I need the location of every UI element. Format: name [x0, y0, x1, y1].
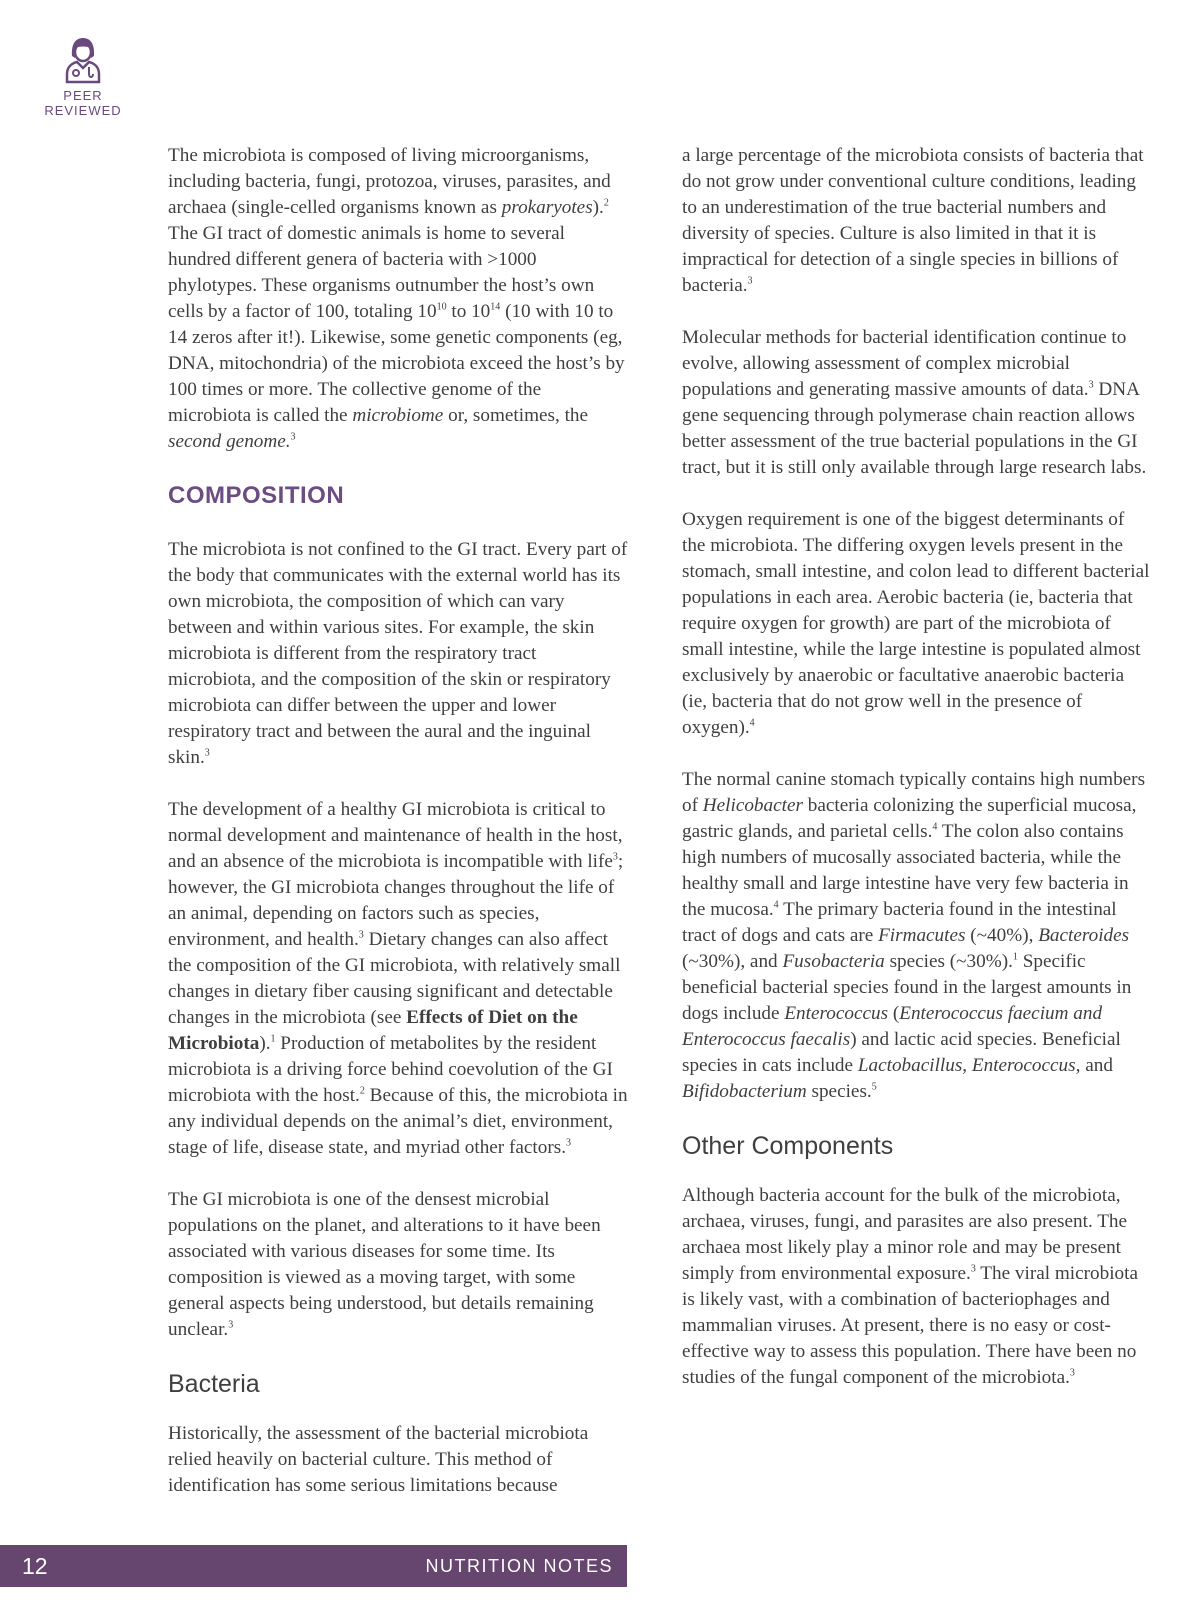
- paragraph-oxygen: Oxygen requirement is one of the biggest determinants of the microbiota. The differing oxygen levels present in the stomach, small intestine, and colon lead to different bacterial populations in each area. Aerobic bacteria (ie, bacteria that require oxygen for growth) are part of the microbiota of small intestine, while the large intestine is populated almost exclusively by anaerobic or facultative anaerobic bacteria (ie, bacteria that do not grow well in the presence of oxygen).$^4$: [682, 509, 1150, 738]
- paragraph-culture: a large percentage of the microbiota consists of bacteria that do not grow under conventional culture conditions, leading to an underestimation of the true bacterial numbers and diversity of species. Culture is also limited in that it is impractical for detection of a single species in billions of bacteria.$^3$: [682, 145, 1144, 296]
- paragraph-molecular: Molecular methods for bacterial identification continue to evolve, allowing assessment of complex microbial populations and generating massive amounts of data.$^3$ DNA gene sequencing through polymerase chain reaction allows better assessment of the true bacterial populations in the GI tract, but it is still only available through large research labs.: [682, 327, 1147, 478]
- peer-reviewed-badge: [38, 34, 128, 118]
- publication-title: NUTRITION NOTES: [425, 1556, 613, 1576]
- left-column: [168, 143, 628, 1499]
- heading-composition: COMPOSITION: [168, 482, 345, 509]
- paragraph-other-components: Although bacteria account for the bulk of the microbiota, archaea, viruses, fungi, and parasites are also present. The archaea most likely play a minor role and may be present simply from environmental exposure.$^3$ The viral microbiota is likely vast, with a combination of bacteriophages and mammalian viruses. At present, there is no easy or cost-effective way to assess this population. There have been no studies of the fungal component of the microbiota.$^3$: [682, 1185, 1138, 1388]
- doctor-icon: [63, 34, 103, 84]
- paragraph-intro: The microbiota is composed of living microorganisms, including bacteria, fungi, protozoa, viruses, parasites, and archaea (single-celled organisms known as prokaryotes).$^2$ The GI tract of domestic animals is home to several hundred different genera of bacteria with >1000 phylotypes. These organisms outnumber the host’s own cells by a factor of 100, totaling $10^{10}$ to $10^{14}$ (10 with 10 to 14 zeros after it!). Likewise, some genetic components (eg, DNA, mitochondria) of the microbiota exceed the host’s by 100 times or more. The collective genome of the microbiota is called the microbiome or, sometimes, the second genome.$^3$: [168, 145, 625, 452]
- diet-reference: Effects of Diet on the Microbiota: [168, 1007, 578, 1054]
- paragraph-composition: The microbiota is not confined to the GI tract. Every part of the body that communicates with the external world has its own microbiota, the composition of which can vary between and within various sites. For example, the skin microbiota is different from the respiratory tract microbiota, and the composition of the skin or respiratory microbiota can differ between the upper and lower respiratory tract and between the aural and the inguinal skin.$^3$: [168, 539, 628, 768]
- heading-other-components: Other Components: [682, 1132, 894, 1160]
- right-column: [682, 143, 1152, 1391]
- paragraph-historically: Historically, the assessment of the bacterial microbiota relied heavily on bacterial culture. This method of identification has some serious limitations because: [168, 1423, 589, 1496]
- paragraph-canine-stomach: The normal canine stomach typically contains high numbers of Helicobacter bacteria colonizing the superficial mucosa, gastric glands, and parietal cells.$^4$ The colon also contains high numbers of mucosally associated bacteria, while the healthy small and large intestine have very few bacteria in the mucosa.$^4$ The primary bacteria found in the intestinal tract of dogs and cats are Firmacutes (~40%), Bacteroides (~30%), and Fusobacteria species (~30%).$^1$ Specific beneficial bacterial species found in the largest amounts in dogs include Enterococcus (Enterococcus faecium and Enterococcus faecalis) and lactic acid species. Beneficial species in cats include Lactobacillus, Enterococcus, and Bifidobacterium species.$^5$: [682, 769, 1146, 1102]
- paragraph-densest: The GI microbiota is one of the densest microbial populations on the planet, and alterations to it have been associated with various diseases for some time. Its composition is viewed as a moving target, with some general aspects being understood, but details remaining unclear.$^3$: [168, 1189, 601, 1340]
- page-number: 12: [22, 1553, 48, 1579]
- footer-bar: [0, 1545, 627, 1587]
- paragraph-development: The development of a healthy GI microbiota is critical to normal development and maintenance of health in the host, and an absence of the microbiota is incompatible with life$^3$; however, the GI microbiota changes throughout the life of an animal, depending on factors such as species, environment, and health.$^3$ Dietary changes can also affect the composition of the GI microbiota, with relatively small changes in dietary fiber causing significant and detectable changes in the microbiota (see Effects of Diet on the Microbiota).$^1$ Production of metabolites by the resident microbiota is a driving force behind coevolution of the GI microbiota with the host.$^2$ Because of this, the microbiota in any individual depends on the animal’s diet, environment, stage of life, disease state, and myriad other factors.$^3$: [168, 799, 628, 1158]
- heading-bacteria: Bacteria: [168, 1370, 260, 1398]
- badge-label: PEER REVIEWED: [44, 88, 122, 118]
